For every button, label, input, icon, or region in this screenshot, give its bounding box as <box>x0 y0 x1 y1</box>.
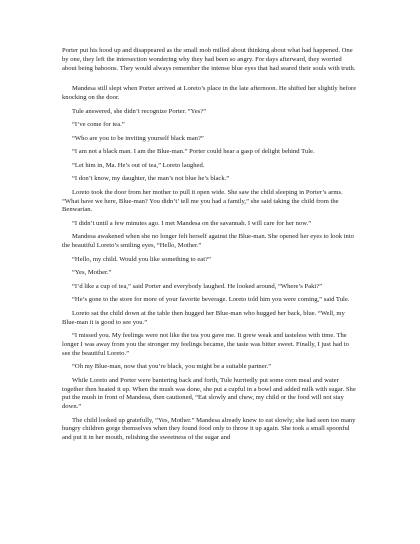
paragraph: “I’d like a cup of tea,” said Porter and everybody laughed. He looked around, “Where’s Paki?” <box>72 282 323 290</box>
paragraph: “Who are you to be inviting yourself black man?” <box>72 134 204 142</box>
paragraph: Mandesa still slept when Porter arrived at Loreto’s place in the late afternoon. He shifted her slightly before knocking on the door. <box>62 85 357 101</box>
paragraph: The child looked up gratefully, “Yes, Mother.” Mandesa already knew to eat slowly; she had seen too many hungry children gorge themselves when they found food only to throw it up again. She took a small spoonful and put it in her mouth, relishing the sweetness of the sugar and <box>62 416 356 442</box>
paragraph: “I’ve come for tea.” <box>72 121 125 129</box>
paragraph: “Oh my Blue-man, now that you’re black, you might be a suitable partner.” <box>72 363 272 371</box>
paragraph: “He’s gone to the store for more of your favorite beverage. Loreto told him you were coming,” said Tule. <box>72 296 350 304</box>
paragraph: “I missed you. My feelings were not like the tea you gave me. It grew weak and tasteless with time. The longer I was away from you the stronger my feelings became, the taste was bitter sweet. Finally, I just had to see the beautiful Loreto.” <box>62 332 349 357</box>
paragraph: “Hello, my child. Would you like something to eat?” <box>72 255 211 263</box>
paragraph: Loreto sat the child down at the table then hugged her Blue-man who hugged her back, blue. “Well, my Blue-man it is good to see you.” <box>62 309 345 326</box>
body-text <box>62 47 358 448</box>
paragraph: “I didn’t until a few minutes ago. I met Mandesa on the savannah. I will care for her now.” <box>72 219 312 227</box>
paragraph: “I don’t know, my daughter, the man’s not blue he’s black.” <box>72 175 230 183</box>
paragraph: Mandesa awakened when she no longer felt herself against the Blue-man. She opened her eyes to look into the beautiful Loreto’s smiling eyes, “Hello, Mother.” <box>62 233 354 250</box>
paragraph: While Loreto and Porter were bantering back and forth, Tule hurriedly put some corn meal and water together then heated it up. When the mush was done, she put a cupful in a bowl and added milk with sugar. She put the mush in front of Mandesa, then cautioned, “Eat slowly and chew, my child or the food will not stay down.” <box>62 376 356 411</box>
paragraph: Porter put his hood up and disappeared as the small mob milled about thinking about what had happened. One by one, they left the intersection wondering why they had been so angry. For days afterward, they worried about being baboons. They would always remember the intense blue eyes that had seared their souls with truth. <box>62 47 356 72</box>
paragraph: Tule answered, she didn’t recognize Porter. “Yes?” <box>72 107 207 115</box>
paragraph: “Yes, Mother.” <box>72 269 112 277</box>
paragraph: “Let him in, Ma. He’s out of tea,” Loreto laughed. <box>72 161 205 169</box>
paragraph: Loreto took the door from her mother to pull it open wide. She saw the child sleeping in Porter’s arms. “What have we here, Blue-man? You didn’t’ tell me you had a family,” she said taking the child from the Benwarian. <box>62 188 343 214</box>
paragraph: “I am not a black man. I am the Blue-man.” Porter could hear a gasp of delight behind Tule. <box>72 148 315 156</box>
